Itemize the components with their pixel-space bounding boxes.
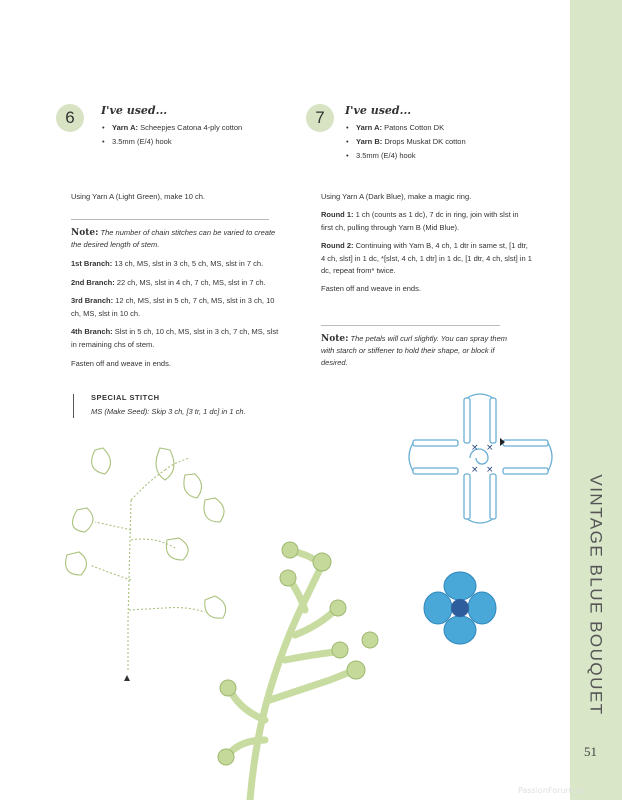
step-7-intro: Using Yarn A (Dark Blue), make a magic ring. (321, 192, 472, 201)
side-title-text: VINTAGE BLUE BOUQUET (587, 474, 606, 716)
material-item: • 3.5mm (E/4) hook (100, 135, 242, 149)
step-7-materials (344, 121, 466, 163)
watermark: PassionForum.ru (518, 786, 585, 795)
step-6-finish: Fasten off and weave in ends. (71, 359, 171, 368)
step-6-badge: 6 (56, 104, 84, 132)
side-title (570, 470, 622, 720)
material-item: • Yarn A: Patons Cotton DK (344, 121, 466, 135)
material-item: • Yarn B: Drops Muskat DK cotton (344, 135, 466, 149)
step-6-note: Note: The number of chain stitches can be varied to create the desired length of stem. (71, 228, 276, 249)
branch-2: 2nd Branch: 22 ch, MS, slst in 4 ch, 7 ch, MS, slst in 7 ch. (71, 278, 266, 287)
divider (71, 219, 269, 220)
step-6-used-title: I've used... (101, 104, 168, 117)
round-1: Round 1: 1 ch (counts as 1 dc), 7 dc in ring, join with slst in first ch, pulling through Yarn B (Mid Blue). (321, 210, 519, 232)
svg-text:×: × (471, 465, 479, 475)
step-7-finish: Fasten off and weave in ends. (321, 284, 421, 293)
svg-text:×: × (486, 465, 494, 475)
divider (321, 325, 500, 326)
svg-text:×: × (486, 443, 494, 453)
branch-3: 3rd Branch: 12 ch, MS, slst in 5 ch, 7 ch, MS, slst in 3 ch, 10 ch, MS, slst in 10 ch. (71, 296, 275, 318)
material-item: • Yarn A: Scheepjes Catona 4-ply cotton (100, 121, 242, 135)
step-7-used-title: I've used... (345, 104, 412, 117)
special-stitch-desc: MS (Make Seed): Skip 3 ch, [3 tr, 1 dc] in 1 ch. (91, 407, 246, 416)
step-6-materials (100, 121, 242, 149)
branch-4: 4th Branch: Slst in 5 ch, 10 ch, MS, slst in 3 ch, 7 ch, MS, slst in remaining chs of stem. (71, 327, 279, 349)
branch-1: 1st Branch: 13 ch, MS, slst in 3 ch, 5 ch, MS, slst in 7 ch. (71, 259, 264, 268)
round-2: Round 2: Continuing with Yarn B, 4 ch, 1 dtr in same st, [1 dtr, 4 ch, slst] in 1 dc, *[slst, 4 ch, 1 dtr] in 1 dc, [1 dtr, 4 ch, slst] in 1 dc, repeat from* twice. (321, 241, 532, 275)
material-item: • 3.5mm (E/4) hook (344, 149, 466, 163)
special-stitch-title: SPECIAL STITCH (91, 393, 160, 402)
page-number: 51 (584, 744, 597, 759)
svg-text:×: × (471, 443, 479, 453)
flower-photo (420, 568, 500, 648)
flower-chart-diagram (408, 390, 548, 525)
step-7-note: Note: The petals will curl slightly. You can spray them with starch or stiffener to hold their shape, or block if desired. (321, 334, 507, 367)
step-6-intro: Using Yarn A (Light Green), make 10 ch. (71, 192, 205, 201)
step-7-badge: 7 (306, 104, 334, 132)
stem-photo (210, 540, 390, 800)
special-stitch-bar (73, 394, 74, 418)
